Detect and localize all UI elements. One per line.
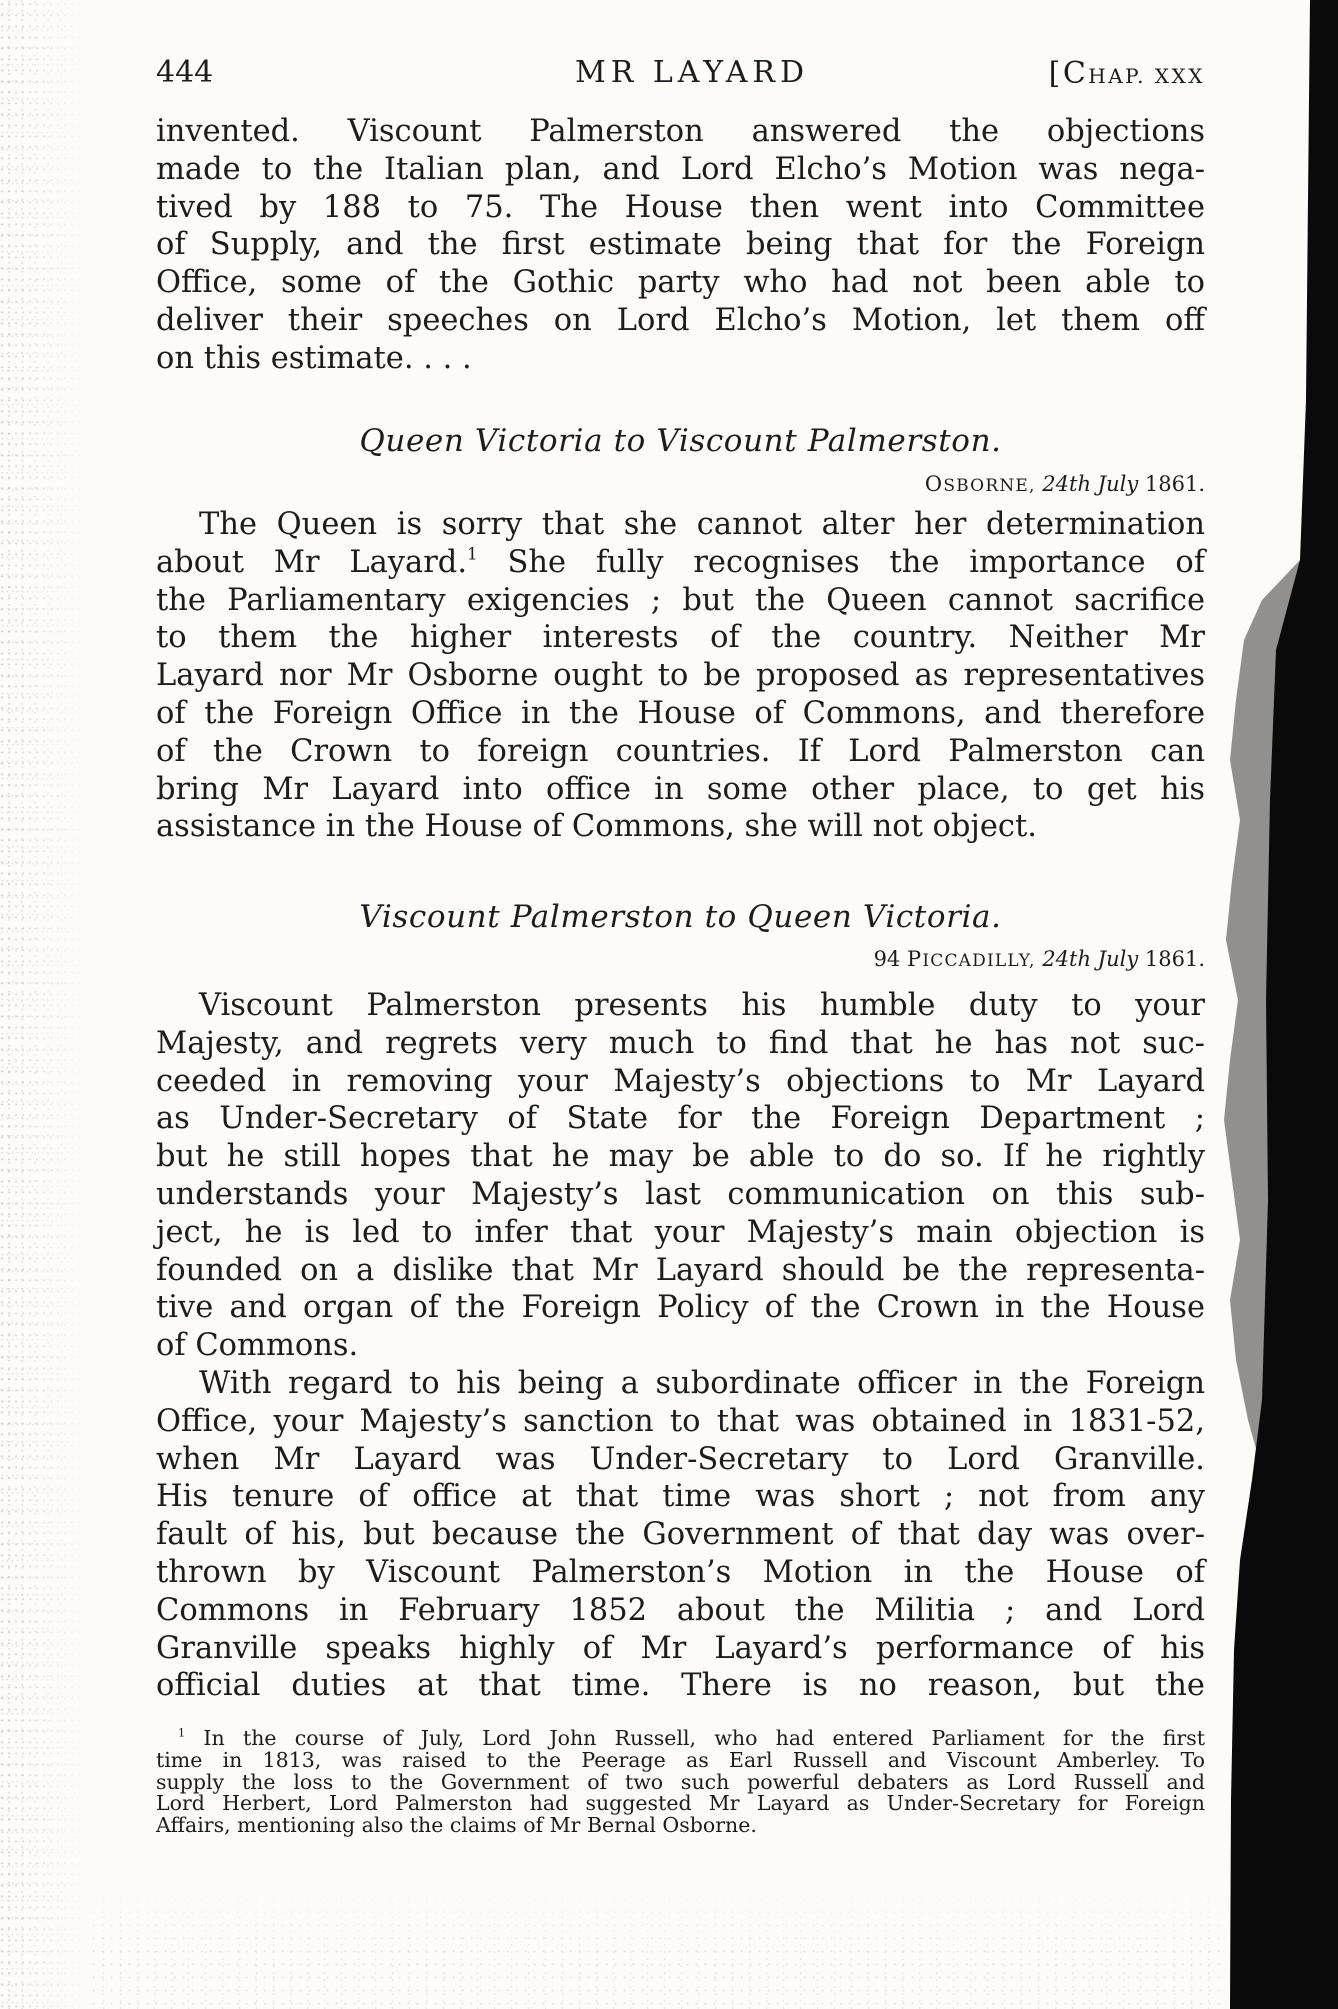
text-line: The Queen is sorry that she cannot alter her determination	[199, 507, 1205, 542]
text-line: but he still hopes that he may be able to do so. If he rightly	[156, 1139, 1205, 1175]
text-line: ject, he is led to infer that your Majesty’s main objection is	[156, 1214, 1205, 1250]
footnote-line: time in 1813, was raised to the Peerage as Earl Russell and Viscount Amberley. To	[156, 1747, 1205, 1772]
text-line: to them the higher interests of the country. Neither Mr	[156, 620, 1205, 656]
dateline-date: 24th July	[1042, 947, 1139, 971]
dateline	[156, 944, 1233, 976]
letter-heading: Queen Victoria to Viscount Palmerston.	[359, 423, 1002, 459]
dateline-number: 94	[873, 947, 901, 971]
text-line: as Under-Secretary of State for the Foreign Department ;	[156, 1101, 1205, 1137]
text-line: deliver their speeches on Lord Elcho’s Motion, let them off	[156, 302, 1205, 338]
text-segment: In the course of July, Lord John Russell, who had entered Parliament for the first	[203, 1726, 1205, 1750]
text-line: Granville speaks highly of Mr Layard’s performance of his	[156, 1630, 1205, 1666]
footnote	[156, 1728, 1205, 1837]
text-segment: She fully recognises the importance of	[477, 544, 1205, 580]
dateline-year: 1861.	[1144, 472, 1205, 496]
text-line: official duties at that time. There is no reason, but the	[156, 1668, 1205, 1704]
footnote-marker: 1	[178, 1726, 186, 1740]
chapter-label: [CHAP. XXX	[1048, 56, 1205, 91]
footnote-reference: 1	[467, 543, 478, 564]
text-line: invented. Viscount Palmerston answered the objections	[156, 114, 1205, 149]
text-line: made to the Italian plan, and Lord Elcho’s Motion was nega-	[156, 151, 1205, 187]
footnote-line: Affairs, mentioning also the claims of Mr Bernal Osborne.	[156, 1813, 757, 1838]
text-line: founded on a dislike that Mr Layard should be the representa-	[156, 1252, 1205, 1288]
text-line: Office, your Majesty’s sanction to that was obtained in 1831-52,	[156, 1403, 1205, 1439]
text-line: ceeded in removing your Majesty’s objections to Mr Layard	[156, 1063, 1205, 1099]
text-line: tive and organ of the Foreign Policy of the Crown in the House	[156, 1290, 1205, 1326]
text-line: of Commons.	[156, 1328, 359, 1364]
text-line: Layard nor Mr Osborne ought to be proposed as representatives	[156, 658, 1205, 694]
dateline-place: OSBORNE,	[924, 472, 1036, 496]
text-line: Viscount Palmerston presents his humble duty to your	[199, 988, 1205, 1023]
text-line: understands your Majesty’s last communication on this sub-	[156, 1176, 1205, 1212]
text-line: His tenure of office at that time was short ; not from any	[156, 1479, 1205, 1515]
text-line: assistance in the House of Commons, she will not object.	[156, 809, 1037, 845]
letter-body-paragraph	[156, 987, 1205, 1365]
text-line: of the Crown to foreign countries. If Lord Palmerston can	[156, 733, 1205, 769]
text-line: tived by 188 to 75. The House then went into Committee	[156, 189, 1205, 225]
dateline-year: 1861.	[1144, 947, 1205, 971]
letter-heading: Viscount Palmerston to Queen Victoria.	[359, 899, 1002, 935]
text-line: Office, some of the Gothic party who had not been able to	[156, 265, 1205, 301]
letter-body-paragraph	[156, 506, 1205, 846]
running-title: MR LAYARD	[575, 55, 809, 90]
dateline	[156, 469, 1233, 501]
dateline-date: 24th July	[1042, 472, 1139, 496]
text-line	[156, 544, 1205, 582]
text-line: on this estimate. . . .	[156, 340, 472, 376]
text-line: thrown by Viscount Palmerston’s Motion in the House of	[156, 1554, 1205, 1590]
footnote-line	[156, 1728, 1205, 1750]
text-line: when Mr Layard was Under-Secretary to Lord Granville.	[156, 1441, 1205, 1477]
footnote-line: Lord Herbert, Lord Palmerston had suggested Mr Layard as Under-Secretary for Foreign	[156, 1791, 1205, 1816]
paragraph-intro	[156, 113, 1205, 378]
dateline-place: PICCADILLY,	[906, 947, 1036, 971]
text-line: the Parliamentary exigencies ; but the Queen cannot sacrifice	[156, 582, 1205, 618]
text-segment: about Mr Layard.	[156, 544, 468, 580]
text-line: bring Mr Layard into office in some other place, to get his	[156, 771, 1205, 807]
footnote-line: supply the loss to the Government of two such powerful debaters as Lord Russell and	[156, 1769, 1205, 1794]
text-line: fault of his, but because the Government of that day was over-	[156, 1517, 1205, 1553]
page-number: 444	[156, 55, 214, 90]
text-line: of the Foreign Office in the House of Commons, and therefore	[156, 695, 1205, 731]
text-line: Commons in February 1852 about the Militia ; and Lord	[156, 1592, 1205, 1628]
text-line: With regard to his being a subordinate officer in the Foreign	[199, 1366, 1205, 1401]
letter-body-paragraph	[156, 1365, 1205, 1705]
text-line: Majesty, and regrets very much to find that he has not suc-	[156, 1025, 1205, 1061]
text-line: of Supply, and the first estimate being that for the Foreign	[156, 227, 1205, 263]
